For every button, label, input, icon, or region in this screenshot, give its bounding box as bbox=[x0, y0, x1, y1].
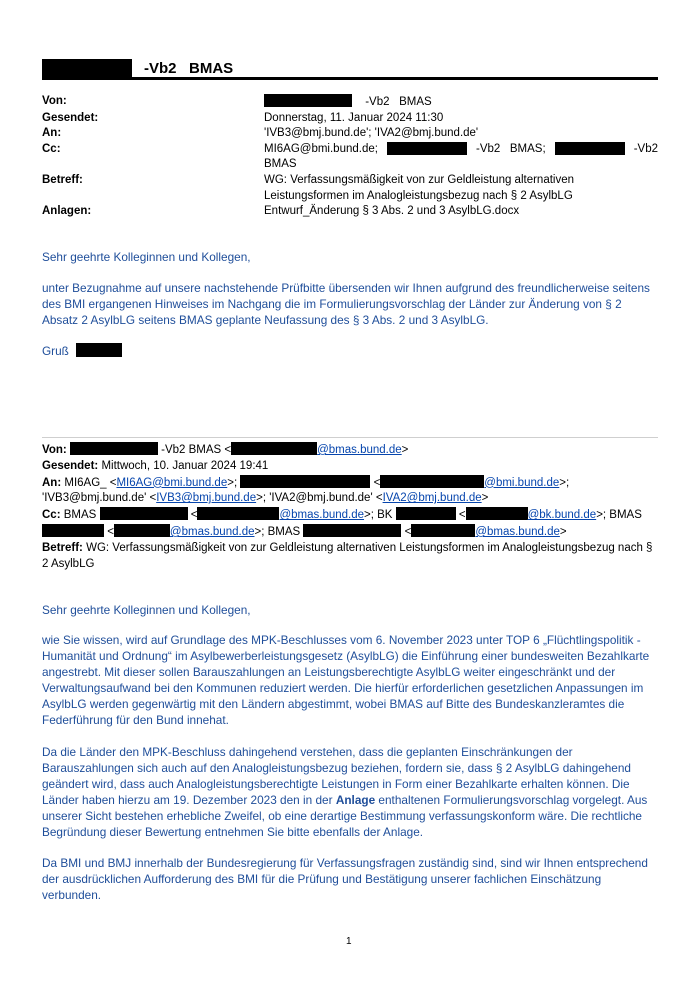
fwd-to-text: MI6AG_ < bbox=[64, 476, 117, 489]
email-link[interactable]: IVA2@bmj.bund.de bbox=[382, 492, 482, 505]
fwd-to-text: < bbox=[373, 476, 381, 489]
attachment-file[interactable]: Entwurf_Änderung § 3 Abs. 2 und 3 AsylbLG.docx bbox=[264, 205, 520, 218]
header-to-label: An: bbox=[42, 127, 62, 140]
header-sent-row bbox=[42, 111, 658, 127]
paragraph-text: enthaltenen Formulierungsvorschlag vorgelegt. Aus unserer Sicht bestehen erhebliche Zweifel, ob eine derartige Bestimmung verfassungskonform wäre. Die rechtliche Begründung dieser Bewertung entnehmen Sie bitte ebenfalls der Anlage. bbox=[42, 793, 648, 839]
fwd-cc-row bbox=[42, 507, 658, 524]
redaction-bar bbox=[411, 524, 475, 537]
redaction-bar bbox=[76, 343, 122, 357]
fwd-to-text: >; bbox=[559, 476, 570, 489]
page-number: 1 bbox=[346, 936, 352, 947]
forwarded-header bbox=[42, 442, 658, 572]
fwd-from-label: Von: bbox=[42, 444, 67, 456]
mail1-greeting: Sehr geehrte Kolleginnen und Kollegen, bbox=[42, 250, 251, 264]
header-to-value: 'IVB3@bmj.bund.de'; 'IVA2@bmj.bund.de' bbox=[264, 127, 479, 140]
header-attachments-label: Anlagen: bbox=[42, 205, 92, 218]
header-from-row bbox=[42, 94, 658, 111]
fwd-cc-text: < bbox=[107, 525, 114, 538]
fwd-sent-value: Mittwoch, 10. Januar 2024 19:41 bbox=[101, 459, 269, 472]
redaction-bar bbox=[387, 142, 467, 155]
email-link[interactable]: @bk.bund.de bbox=[527, 509, 597, 522]
cc-address: MI6AG@bmi.bund.de; bbox=[264, 142, 378, 155]
email-link[interactable]: @bmas.bund.de bbox=[475, 525, 560, 538]
cc-address: -Vb2 BMAS; bbox=[475, 142, 546, 155]
fwd-cc-text: >; BMAS bbox=[596, 509, 642, 522]
header-cc-row bbox=[42, 142, 658, 173]
email-link[interactable]: @bmas.bund.de bbox=[317, 444, 402, 456]
redaction-bar bbox=[396, 507, 456, 520]
redaction-bar bbox=[240, 475, 370, 488]
fwd-cc-text: > bbox=[559, 525, 567, 538]
email-link[interactable]: @bmas.bund.de bbox=[279, 509, 365, 522]
header-subject-label: Betreff: bbox=[42, 173, 83, 186]
redaction-bar bbox=[100, 507, 188, 520]
mail1-body: unter Bezugnahme auf unsere nachstehende Prüfbitte übersenden wir Ihnen aufgrund des freundlicherweise seitens des BMI ergangenen Hinweises im Nachgang die im Formulierungsvorschlag der Länder zur Änderung von § 2 Absatz 2 AsylbLG seitens BMAS geplante Neufassung des § 3 Abs. 2 und 3 AsylbLG. bbox=[42, 281, 650, 327]
header-to-row bbox=[42, 126, 658, 142]
email-link[interactable]: @bmi.bund.de bbox=[484, 476, 560, 489]
redaction-bar bbox=[555, 142, 625, 155]
closing-text: Gruß bbox=[42, 344, 69, 358]
fwd-sent-label: Gesendet: bbox=[42, 459, 99, 472]
redaction-bar bbox=[231, 442, 317, 455]
redaction-bar bbox=[42, 59, 132, 77]
header-subject-row bbox=[42, 173, 658, 204]
fwd-from-text: -Vb2 BMAS < bbox=[161, 444, 232, 456]
email-link[interactable]: @bmas.bund.de bbox=[169, 525, 255, 538]
paragraph-bold-text: Anlage bbox=[335, 793, 376, 807]
email-header bbox=[42, 94, 658, 220]
fwd-cc-label: Cc: bbox=[42, 509, 61, 522]
title-rule bbox=[42, 77, 658, 80]
subject-line: WG: Verfassungsmäßigkeit von zur Geldleistung alternativen bbox=[264, 173, 575, 186]
fwd-cc-text: BMAS bbox=[63, 509, 97, 522]
fwd-subject-label: Betreff: bbox=[42, 541, 83, 554]
cc-address: -Vb2 bbox=[633, 142, 658, 155]
fwd-cc-text: >; BMAS bbox=[254, 525, 301, 538]
header-from-label: Von: bbox=[42, 95, 67, 107]
fwd-to-text: >; bbox=[227, 476, 238, 489]
header-cc-label: Cc: bbox=[42, 142, 61, 155]
fwd-to-label: An: bbox=[42, 476, 62, 489]
fwd-subject-value: WG: Verfassungsmäßigkeit von zur Geldleistung alternativen Leistungsformen im Analogleistungsbezug nach § 2 AsylbLG bbox=[42, 541, 653, 570]
fwd-cc-text: < bbox=[458, 509, 466, 522]
cc-address: BMAS bbox=[264, 158, 297, 171]
fwd-cc-row-2 bbox=[42, 524, 658, 541]
title-sender: -Vb2 BMAS bbox=[144, 59, 234, 77]
email-link[interactable]: MI6AG@bmi.bund.de bbox=[116, 476, 228, 489]
redaction-bar bbox=[114, 524, 170, 537]
mail1-closing bbox=[42, 343, 658, 359]
email-link[interactable]: IVB3@bmj.bund.de bbox=[156, 492, 257, 505]
mail2-greeting: Sehr geehrte Kolleginnen und Kollegen, bbox=[42, 603, 251, 617]
fwd-to-text: 'IVB3@bmj.bund.de' < bbox=[42, 492, 157, 505]
fwd-sent-row bbox=[42, 459, 658, 475]
header-subject-value bbox=[264, 173, 658, 204]
mail2-paragraph-1: wie Sie wissen, wird auf Grundlage des MPK-Beschlusses vom 6. November 2023 unter TOP 6 „Flüchtlingspolitik - Humanität und Ordnung“ im Asylbewerberleistungsgesetz (AsylbLG) die Einführung einer bundesweiten Bezahlkarte angestrebt. Mit dieser sollen Barauszahlungen an Leistungsberechtigte AsylbLG weiter eingeschränkt und der Verwaltungsaufwand bei den Kommunen reduziert werden. Die hierfür erforderlichen gesetzlichen Anpassungen im AsylbLG werden gegenwärtig mit den Ländern abgestimmt, wobei BMAS auf Bitte des Bundeskanzleramtes die Federführung für den Bund innehat. bbox=[42, 633, 650, 727]
fwd-to-text: > bbox=[481, 492, 489, 505]
fwd-from-row bbox=[42, 442, 658, 459]
subject-line: Leistungsformen im Analogleistungsbezug nach § 2 AsylbLG bbox=[264, 189, 573, 202]
fwd-to-row bbox=[42, 475, 658, 492]
header-cc-value bbox=[264, 142, 658, 173]
redaction-bar bbox=[466, 507, 528, 520]
separator-line bbox=[42, 437, 658, 438]
fwd-to-row-2 bbox=[42, 491, 658, 507]
header-from-text: -Vb2 BMAS bbox=[365, 96, 432, 108]
header-from-value bbox=[264, 94, 658, 111]
fwd-cc-text: < bbox=[190, 509, 198, 522]
fwd-to-text: >; 'IVA2@bmj.bund.de' < bbox=[256, 492, 383, 505]
mail2-paragraph-3: Da BMI und BMJ innerhalb der Bundesregierung für Verfassungsfragen zuständig sind, sind wir Ihnen entsprechend der ausdrücklichen Aufforderung des BMI für die Prüfung und Bestätigung unserer fachlichen Einschätzung verbunden. bbox=[42, 856, 648, 902]
redaction-bar bbox=[264, 94, 352, 107]
header-sent-value: Donnerstag, 11. Januar 2024 11:30 bbox=[264, 111, 444, 124]
header-sent-label: Gesendet: bbox=[42, 111, 99, 124]
mail2-paragraph-2 bbox=[42, 744, 658, 840]
fwd-subject-row bbox=[42, 541, 658, 573]
bracket-text: > bbox=[401, 444, 409, 456]
redaction-bar bbox=[42, 524, 104, 537]
redaction-bar bbox=[70, 442, 158, 455]
paragraph-text: Da die Länder den MPK-Beschluss dahingehend verstehen, dass die geplanten Einschränkungen der Barauszahlungen sich auch auf den Analogleistungsbezug beziehen, fordern sie, dass § 2 AsylbLG dahingehend geändert wird, dass auch Analogleistungsberechtigte Leistungen in Form einer Bezahlkarte erhalten können. Die Länder haben hierzu am 19. Dezember 2023 den in der bbox=[42, 745, 631, 807]
document-title bbox=[42, 58, 233, 78]
redaction-bar bbox=[380, 475, 484, 488]
fwd-cc-text: >; BK bbox=[364, 509, 393, 522]
fwd-cc-text: < bbox=[404, 525, 412, 538]
redaction-bar bbox=[197, 507, 279, 520]
redaction-bar bbox=[303, 524, 401, 537]
header-attachments-row bbox=[42, 204, 658, 220]
